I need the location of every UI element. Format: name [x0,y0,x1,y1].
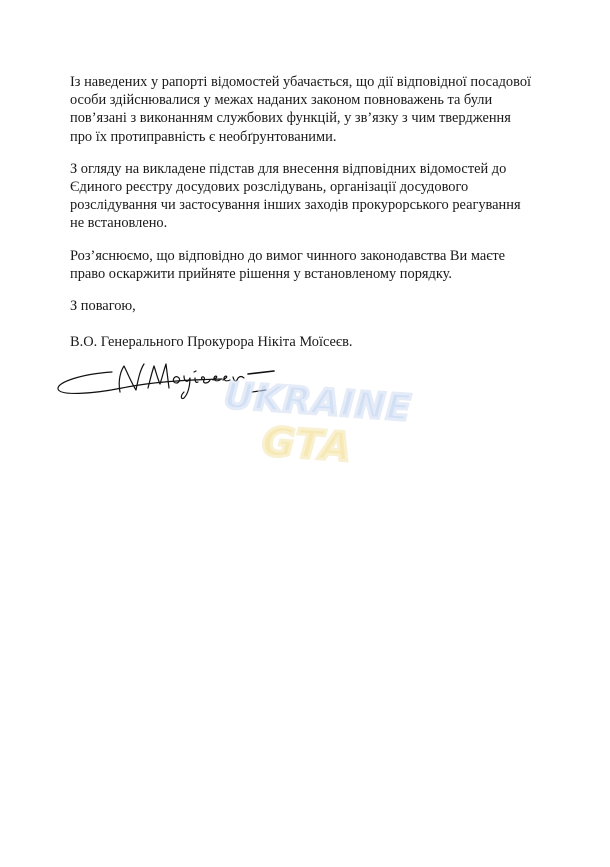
ukraine-gta-watermark [218,375,414,478]
watermark-line-1: UKRAINE [222,375,414,430]
paragraph-3: Роз’яснюємо, що відповідно до вимог чинного законодавства Ви маєте право оскаржити прийняте рішення у встановленому порядку. [70,247,506,282]
watermark-line-2: GTA [260,418,354,472]
paragraph-1: Із наведених у рапорті відомостей убачається, що дії відповідної посадової особи здійснювалися у межах наданих законом повноважень та були пов’язані з виконанням службових функцій, у зв’язку з чим твердження про їх протиправність є необґрунтованими. [70,74,532,145]
paragraph-2: З огляду на викладене підстав для внесення відповідних відомостей до Єдиного реєстру досудових розслідувань, організації досудового розслідування чи застосування інших заходів прокурорського реагування не встановлено. [70,160,521,232]
closing-line: З повагою, [70,298,136,315]
letter-body [70,73,535,351]
signatory-line: В.О. Генерального Прокурора Нікіта Моїсеєв. [70,334,353,351]
